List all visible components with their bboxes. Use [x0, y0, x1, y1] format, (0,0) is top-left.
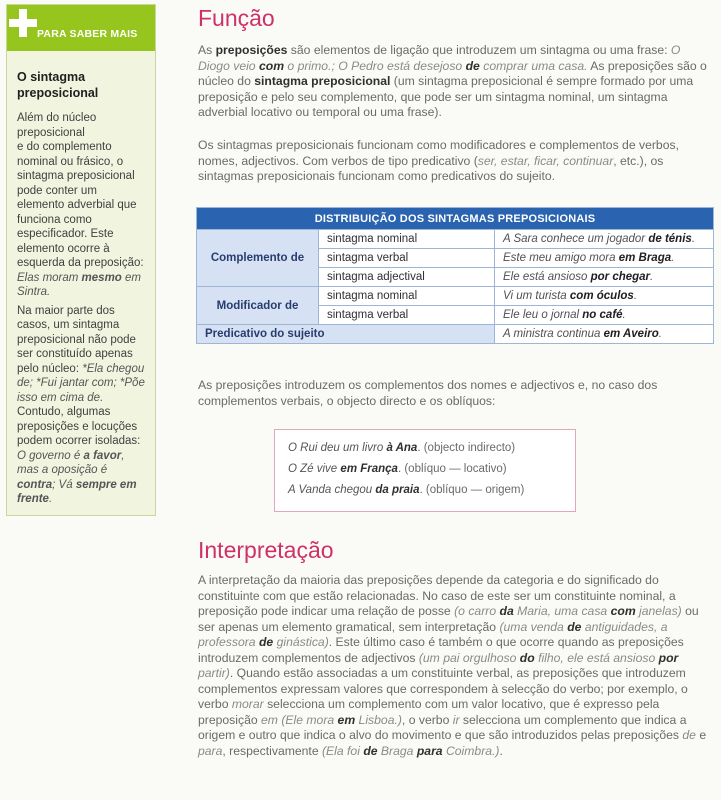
- sidebar-body: [7, 51, 155, 507]
- table-cell: Vi um turista com óculos.: [495, 287, 714, 306]
- table-cell: sintagma verbal: [319, 306, 495, 325]
- examples-box: [274, 429, 576, 512]
- table-cell: Este meu amigo mora em Braga.: [495, 249, 714, 268]
- row-label-modificador: Modificador de: [197, 287, 319, 325]
- table-cell: A ministra continua em Aveiro.: [495, 325, 714, 344]
- paragraph: Os sintagmas preposicionais funcionam como modificadores e complementos de verbos, nomes, adjectivos. Com verbos de tipo predicativo (ser, estar, ficar, continuar, etc.), os sintagmas preposicionais funcionam como predicativos do sujeito.: [198, 138, 679, 183]
- example-line: O Zé vive em França. (oblíquo — locativo): [288, 463, 507, 475]
- paragraph: As preposições são elementos de ligação que introduzem um sintagma ou uma frase: O Diogo veio com o primo.; O Pedro está desejoso de comprar uma casa. As preposições são o núcleo do sintagma preposicional (um sintagma preposicional é sempre formado por uma preposição e pelo seu complemento, que pode ser um sintagma nominal, um sintagma adverbial locativo ou temporal ou uma frase).: [198, 43, 707, 119]
- table-row: [197, 230, 714, 249]
- section-heading-interpretacao: Interpretação: [198, 537, 334, 563]
- table-cell: Ele está ansioso por chegar.: [495, 268, 714, 287]
- table-cell: A Sara conhece um jogador de ténis.: [495, 230, 714, 249]
- table-row: [197, 287, 714, 306]
- sidebar-box: [6, 4, 156, 516]
- paragraph: A interpretação da maioria das preposições depende da categoria e do significado do constituinte com que estão relacionadas. No caso de este ser um constituinte nominal, a preposição pode indicar uma relação de posse (o carro da Maria, uma casa com janelas) ou ser apenas um elemento gramatical, sem interpretação (uma venda de antiguidades, a professora de ginástica). Este último caso é também o que ocorre quando as preposições introduzem complementos de adjectivos (um pai orgulhoso do filho, ele está ansioso por partir). Quando estão associadas a um constituinte verbal, as preposições que introduzem complementos expressam valores que correspondem à selecção do verbo; por exemplo, o verbo morar selecciona um complemento com um valor locativo, que é expresso pela preposição em (Ele mora em Lisboa.), o verbo ir selecciona um complemento que indica a origem e outro que indica o alvo do movimento e que são introduzidos pelas preposições de e para, respectivamente (Ela foi de Braga para Coimbra.).: [198, 573, 707, 758]
- table-cell: sintagma nominal: [319, 230, 495, 249]
- row-label-predicativo: Predicativo do sujeito: [197, 325, 495, 344]
- row-label-complemento: Complemento de: [197, 230, 319, 287]
- plus-icon: [9, 9, 37, 37]
- sidebar-paragraph: Na maior parte dos casos, um sintagma preposicional não pode ser constituído apenas pelo núcleo: *Ela chegou de; *Fui jantar com; *Põe isso em cima de. Contudo, algumas preposições e locuções podem ocorrer isoladas: O governo é a favor, mas a oposição é contra; Vá sempre em frente.: [17, 304, 145, 505]
- table-row: [197, 325, 714, 344]
- sidebar-paragraph: Além do núcleo preposicional e do complemento nominal ou frásico, o sintagma preposicional pode conter um elemento adverbial que funciona como especificador. Este elemento ocorre à esquerda da preposição: Elas moram mesmo em Sintra.: [17, 112, 144, 298]
- table-header: DISTRIBUIÇÃO DOS SINTAGMAS PREPOSICIONAIS: [197, 208, 714, 230]
- table-cell: sintagma verbal: [319, 249, 495, 268]
- sidebar-subtitle: O sintagma preposicional: [17, 70, 99, 100]
- sidebar-badge: PARA SABER MAIS: [37, 28, 138, 40]
- table-cell: sintagma adjectival: [319, 268, 495, 287]
- distribution-table: [196, 207, 714, 344]
- example-line: O Rui deu um livro à Ana. (objecto indirecto): [288, 442, 516, 454]
- paragraph: As preposições introduzem os complementos dos nomes e adjectivos e, no caso dos complementos verbais, o objecto directo e os oblíquos:: [198, 378, 658, 408]
- table-cell: Ele leu o jornal no café.: [495, 306, 714, 325]
- example-line: A Vanda chegou da praia. (oblíquo — origem): [288, 484, 525, 496]
- section-heading-funcao: Função: [198, 5, 275, 31]
- sidebar-header: [7, 5, 155, 51]
- table-cell: sintagma nominal: [319, 287, 495, 306]
